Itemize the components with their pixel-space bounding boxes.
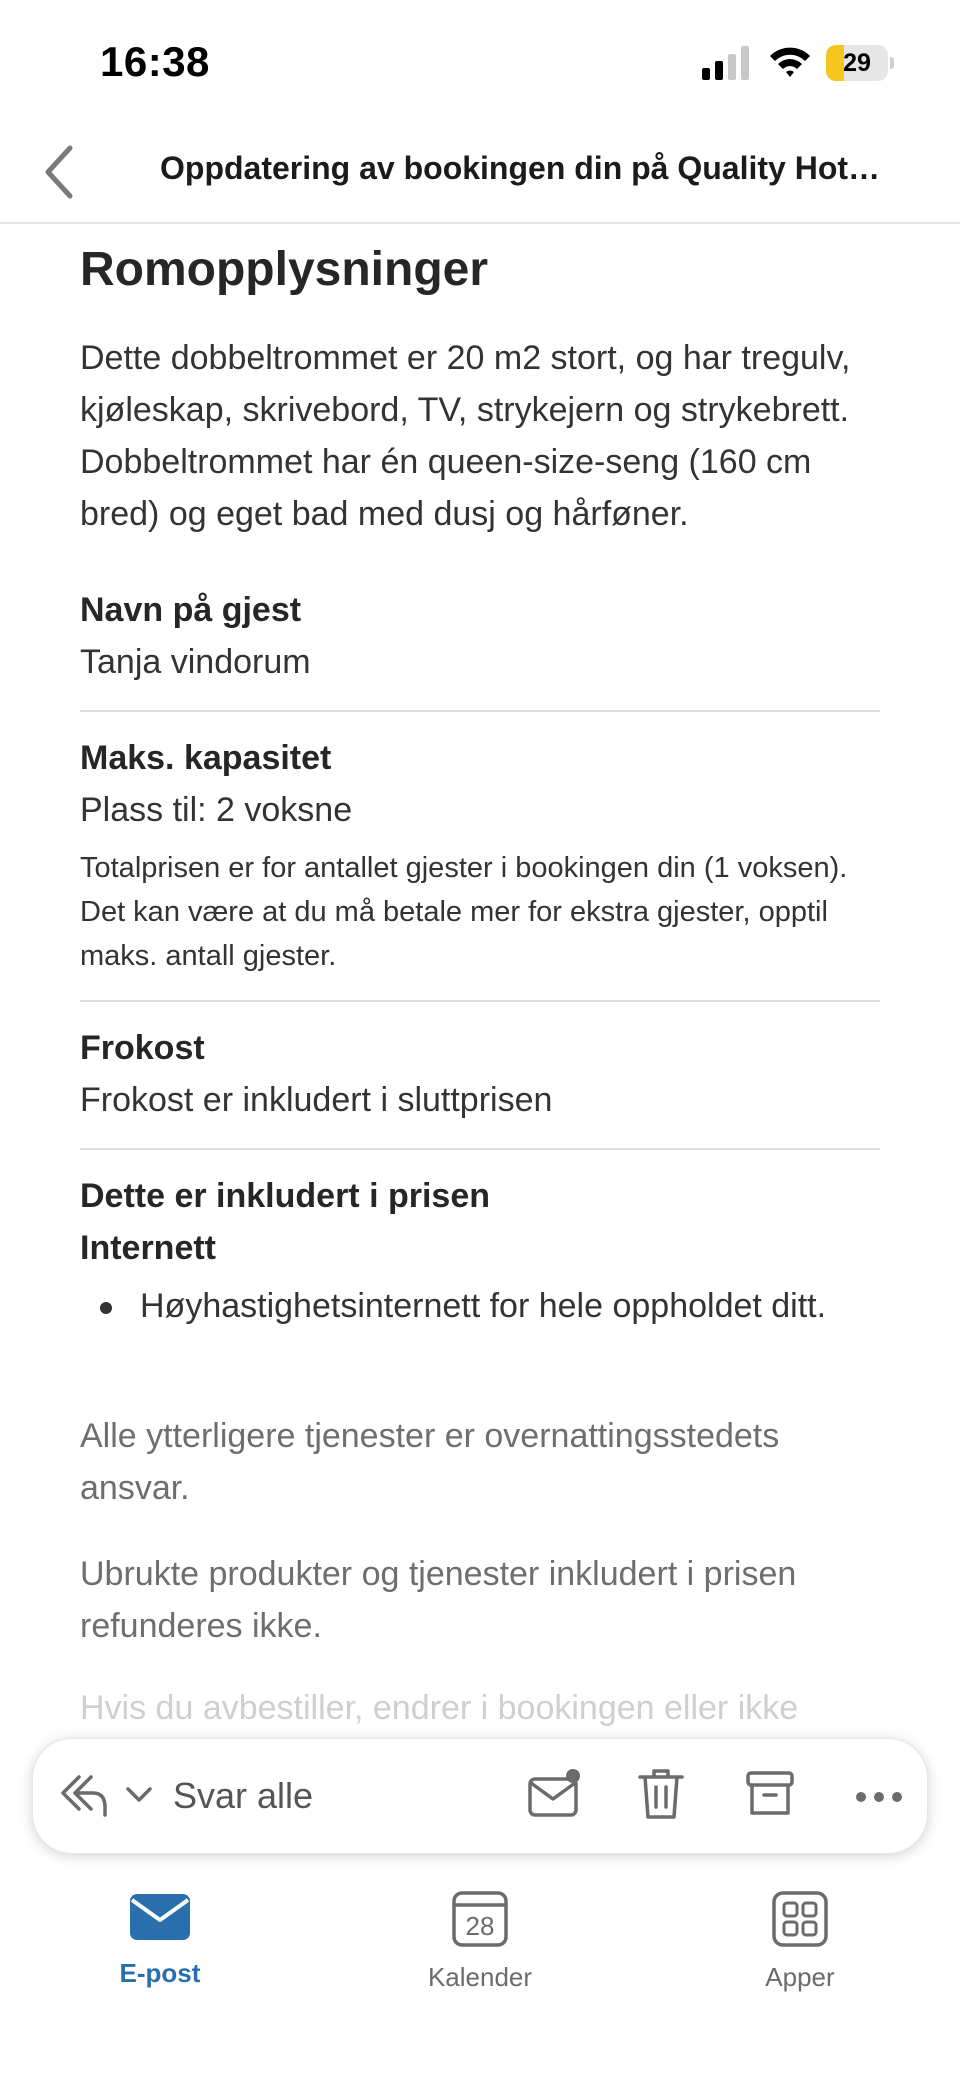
status-bar [0, 0, 960, 120]
email-subject: Oppdatering av bookingen din på Quality Hot… [160, 150, 881, 186]
cancellation-paragraph: Hvis du avbestiller, endrer i bookingen eller ikke [80, 1689, 799, 1727]
capacity-section [80, 712, 880, 1002]
more-icon[interactable] [855, 1789, 903, 1805]
tab-apps-label: Apper [765, 1962, 835, 1992]
email-header-bar [0, 120, 960, 224]
room-description: Dette dobbeltrommet er 20 m2 stort, og har tregulv, kjøleskap, skrivebord, TV, strykejern og strykebrett. Dobbeltrommet har én queen-size-seng (160 cm bred) og eget bad med dusj og hårføner. [80, 339, 851, 533]
calendar-icon [451, 1890, 509, 1948]
services-paragraph: Alle ytterligere tjenester er overnattingsstedets ansvar. [80, 1417, 780, 1507]
back-chevron-icon[interactable] [36, 142, 84, 202]
mail-icon [128, 1890, 192, 1944]
wifi-icon [768, 44, 812, 80]
tab-calendar-label: Kalender [427, 1962, 533, 1992]
capacity-label: Maks. kapasitet [80, 739, 332, 777]
battery-percent: 29 [843, 49, 871, 77]
tab-calendar[interactable] [380, 1890, 580, 1993]
breakfast-label: Frokost [80, 1029, 205, 1067]
battery-icon [826, 45, 894, 81]
breakfast-section [80, 1002, 880, 1150]
breakfast-value: Frokost er inkludert i sluttprisen [80, 1081, 553, 1119]
status-time: 16:38 [100, 38, 210, 85]
included-section [80, 1150, 880, 1354]
guest-name-label: Navn på gjest [80, 591, 302, 629]
tab-apps[interactable] [700, 1890, 900, 1993]
reply-all-icon[interactable] [57, 1771, 109, 1819]
included-label: Dette er inkludert i prisen [80, 1177, 490, 1215]
calendar-day: 28 [465, 1911, 495, 1941]
trash-icon[interactable] [637, 1767, 685, 1821]
bullet-icon [100, 1302, 112, 1314]
mark-unread-icon[interactable] [527, 1767, 583, 1819]
tab-mail-label: E-post [119, 1958, 201, 1988]
guest-name-value: Tanja vindorum [80, 643, 311, 681]
list-item-text: Høyhastighetsinternett for hele oppholdet ditt. [140, 1287, 827, 1325]
tab-bar [0, 1870, 960, 2078]
list-item [80, 1280, 880, 1332]
guest-name-section [80, 564, 880, 712]
reply-toolbar [32, 1738, 928, 1854]
room-info-heading: Romopplysninger [80, 243, 489, 296]
tab-mail[interactable] [60, 1890, 260, 1989]
archive-icon[interactable] [745, 1769, 795, 1819]
refund-paragraph: Ubrukte produkter og tjenester inkludert i prisen refunderes ikke. [80, 1555, 797, 1645]
internet-label: Internett [80, 1229, 216, 1267]
email-body [80, 224, 880, 1734]
capacity-note: Totalprisen er for antallet gjester i bookingen din (1 voksen). Det kan være at du må betale mer for ekstra gjester, opptil maks. antall gjester. [80, 852, 848, 972]
reply-all-button[interactable]: Svar alle [173, 1775, 314, 1816]
capacity-value: Plass til: 2 voksne [80, 791, 353, 829]
apps-grid-icon [771, 1890, 829, 1948]
cellular-signal-icon [702, 46, 752, 80]
included-list [80, 1280, 880, 1332]
chevron-down-icon[interactable] [125, 1785, 153, 1805]
